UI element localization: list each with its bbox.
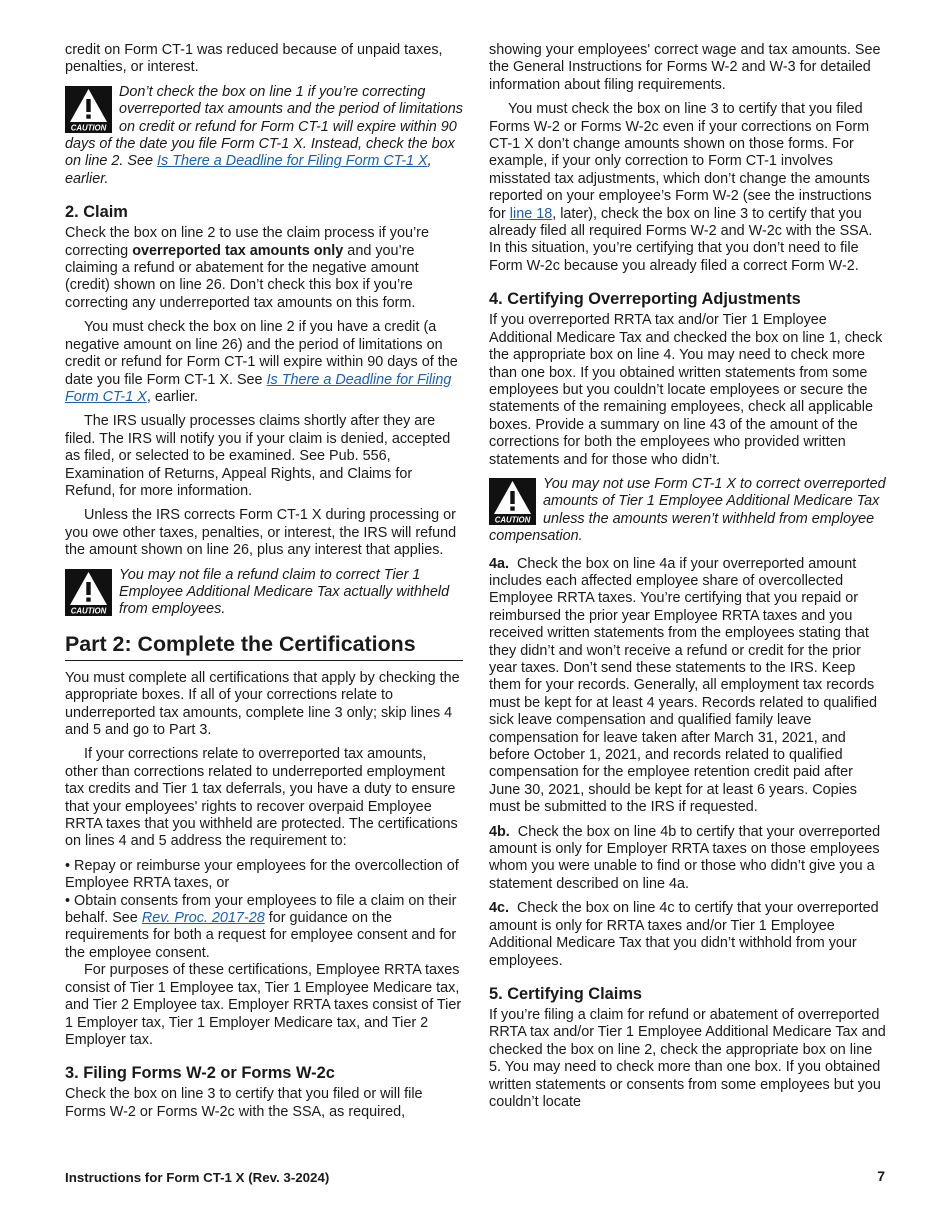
bullet-item: • Obtain consents from your employees to file a claim on their behalf. See Rev. Proc. 2017-28 for guidance on the requirements for both a request for employee consent and for the employee consent. [65,892,457,961]
line-4b-paragraph: 4b. Check the box on line 4b to certify that your overreported amount is only for Employer RRTA taxes on those employees whom you were unable to find or those who didn’t give you a statement described on line 4a. [489,823,881,892]
left-column [65,42,463,1128]
caution-icon-label: CAUTION [70,123,107,133]
bold-text: overreported tax amounts only [132,242,344,259]
caution-text-end: , earlier. [65,153,432,187]
caution-text: Don’t check the box on line 1 if you’re correcting overreported tax amounts and the period of limitations on credit or refund for Form CT-1 will expire within 90 days of the date you file Form CT-1 X. Instead, check the box on line 2. See [65,83,463,170]
paragraph: The IRS usually processes claims shortly after they are filed. The IRS will notify you if your claim is denied, accepted as filed, or selected to be examined. See Pub. 556, Examination of Returns, Appeal Rights, and Claims for Refund, for more information. [65,413,451,499]
deadline-link[interactable]: Is There a Deadline for Filing Form CT-1 X [65,371,452,405]
section-heading-claims: 5. Certifying Claims [489,984,643,1003]
part-heading: Part 2: Complete the Certifications [65,631,463,661]
caution-note [489,476,886,546]
paragraph: credit on Form CT-1 was reduced because of unpaid taxes, penalties, or interest. [65,42,443,76]
paragraph: showing your employees' correct wage and tax amounts. See the General Instructions for Forms W-2 and W-3 for detailed information about filing requirements. [489,42,881,93]
line-label: 4a. [489,555,510,572]
caution-icon [489,478,536,525]
section-heading-w2: 3. Filing Forms W-2 or Forms W-2c [65,1064,335,1083]
line-4a-paragraph: 4a. Check the box on line 4a if your overreported amount includes each affected employee share of overcollected Employee RRTA taxes. You’re certifying that you repaid or reimbursed the prior year Employee RRTA taxes and you received written statements from the employees stating that they didn’t and won’t receive a refund or credit for the prior year taxes. Don’t send these statements to the IRS. Keep them for your records. Generally, all employment tax records must be kept for at least 4 years. Records related to qualified sick leave compensation and qualified family leave compensation for leave taken after March 31, 2021, and before October 1, 2021, and records related to qualified compensation for the employee retention credit paid after June 30, 2021, should be kept for at least 6 years. Copies must be submitted to the IRS if requested. [489,555,877,816]
page-number: 7 [877,1168,885,1184]
paragraph: If your corrections relate to overreported tax amounts, other than corrections related to underreported employment tax credits and Tier 1 tax deferrals, you have a duty to ensure that your employees' rights to recover overpaid Employee RRTA taxes that you withheld are protected. The certifications on lines 4 and 5 address the requirement to: [65,746,458,850]
paragraph: If you overreported RRTA tax and/or Tier 1 Employee Additional Medicare Tax and checked the box on line 1, check the appropriate box on line 4. You may need to check more than one box. If you obtained written statements from some employees but you couldn’t locate employees or secure the statements of the remaining employees, check all applicable boxes. Provide a summary on line 43 of the amount of the corrections for both the employees who provided written statements and for those who didn’t. [489,312,883,468]
line-4c-paragraph: 4c. Check the box on line 4c to certify that your overreported amount is only for RRTA taxes and/or Tier 1 Employee Additional Medicare Tax that you didn’t withhold from your employees. [489,900,879,969]
bullet-item: • Repay or reimburse your employees for the overcollection of Employee RRTA taxes, or [65,857,459,892]
line-label: 4b. [489,823,510,840]
paragraph: You must check the box on line 3 to certify that you filed Forms W-2 or Forms W-2c even if your corrections on Form CT-1 X don’t change amounts shown on those forms. For example, if your only correction to Form CT-1 involves misstated tax adjustments, which don’t change the amounts reported on your employee’s Form W-2 (see the instructions for line 18, later), check the box on line 3 to certify that you already filed all required Forms W-2 and W-2c with the SSA. In this situation, you’re certifying that you don’t need to file Form W-2c because you already filed a correct Form W-2. [489,101,873,274]
section-heading-claim: 2. Claim [65,203,128,222]
caution-icon [65,569,112,616]
caution-text: You may not file a refund claim to correct Tier 1 Employee Additional Medicare Tax actually withheld from employees. [119,566,450,618]
caution-icon-label: CAUTION [70,606,107,616]
paragraph: If you’re filing a claim for refund or abatement of overreported RRTA tax and/or Tier 1 Employee Additional Medicare Tax and checked the box on line 2, check the appropriate box on line 5. You may need to check more than one box. If you obtained written statements or consents from some employees but you couldn’t locate [489,1006,886,1110]
deadline-link[interactable]: Is There a Deadline for Filing Form CT-1 X [157,153,428,170]
caution-note [65,84,463,188]
footer-title: Instructions for Form CT-1 X (Rev. 3-2024) [65,1170,330,1185]
rev-proc-link[interactable]: Rev. Proc. 2017-28 [141,910,265,927]
caution-icon-label: CAUTION [494,515,531,525]
section-heading-adjustments: 4. Certifying Overreporting Adjustments [489,290,801,309]
paragraph: For purposes of these certifications, Employee RRTA taxes consist of Tier 1 Employee tax, Tier 1 Employee Medicare tax, and Tier 2 Employee tax. Employer RRTA taxes consist of Tier 1 Employer tax, Tier 1 Employer Medicare tax, and Tier 2 Employer tax. [65,962,462,1048]
paragraph: You must check the box on line 2 if you have a credit (a negative amount on line 26) and the period of limitations on credit or refund for Form CT-1 will expire within 90 days of the date you file Form CT-1 X. See Is There a Deadline for Filing Form CT-1 X, earlier. [65,319,458,405]
caution-icon [65,86,112,133]
line-18-link[interactable]: line 18 [509,205,553,222]
right-column [489,42,886,1118]
paragraph: Check the box on line 2 to use the claim process if you’re correcting overreported tax amounts only and you’re claiming a refund or abatement for the negative amount (credit) shown on line 26. Don’t check this box if you’re correcting any underreported tax amounts on this form. [65,225,429,311]
caution-note [65,567,463,619]
paragraph: Check the box on line 3 to certify that you filed or will file Forms W-2 or Forms W-2c with the SSA, as required, [65,1086,423,1120]
paragraph: Unless the IRS corrects Form CT-1 X during processing or you owe other taxes, penalties, or interest, the IRS will refund the amount shown on line 26, plus any interest that applies. [65,507,457,559]
paragraph: You must complete all certifications that apply by checking the appropriate boxes. If all of your corrections relate to underreported tax amounts, complete line 3 only; skip lines 4 and 5 and go to Part 3. [65,669,460,738]
caution-text: You may not use Form CT-1 X to correct overreported amounts of Tier 1 Employee Additional Medicare Tax unless the amounts weren’t withheld from employee compensation. [489,475,886,545]
line-label: 4c. [489,900,510,917]
